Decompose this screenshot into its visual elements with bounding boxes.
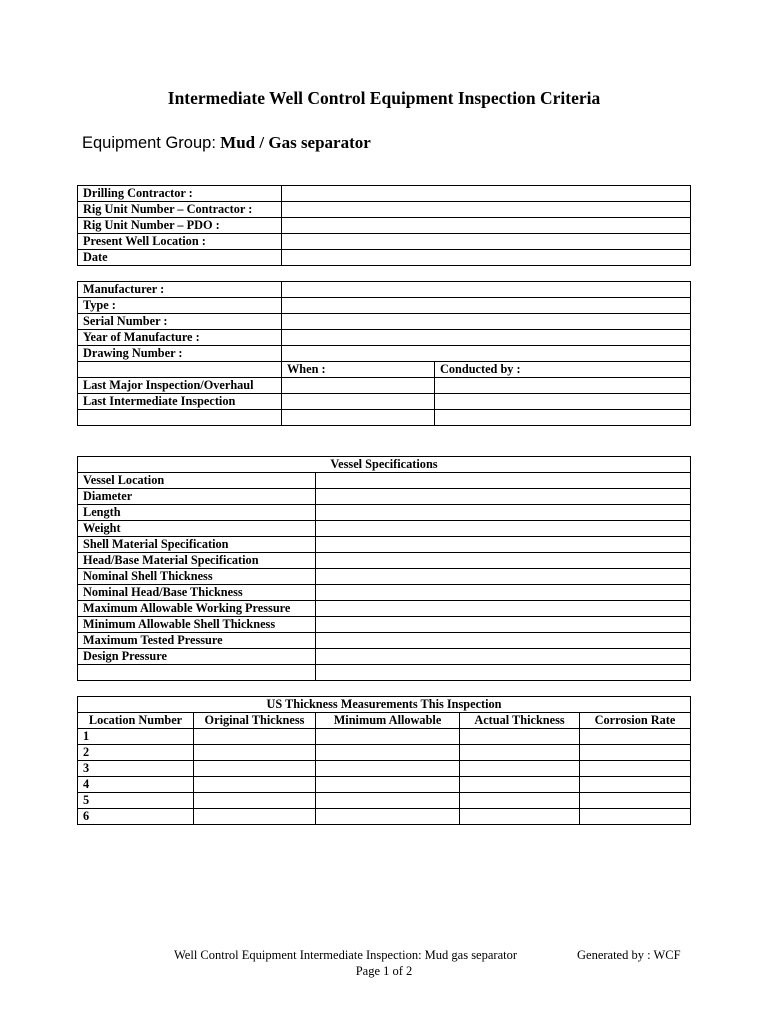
empty-cell[interactable] [316, 665, 691, 681]
table-row [78, 346, 691, 362]
column-header-row [78, 713, 691, 729]
original-thickness-cell[interactable] [194, 793, 316, 809]
table-row [78, 777, 691, 793]
table-row [78, 809, 691, 825]
table-row [78, 330, 691, 346]
corrosion-rate-cell[interactable] [580, 777, 691, 793]
table-header-row [78, 457, 691, 473]
empty-cell[interactable] [78, 665, 316, 681]
value-cell[interactable] [316, 633, 691, 649]
table-row [78, 314, 691, 330]
footer-page-number: Page 1 of 2 [355, 964, 413, 978]
minimum-allowable-cell[interactable] [316, 745, 460, 761]
table-row [78, 298, 691, 314]
row-label: Drilling Contractor : [78, 186, 282, 202]
row-label: Nominal Head/Base Thickness [78, 585, 316, 601]
document-title: Intermediate Well Control Equipment Inspection Criteria [167, 88, 601, 108]
row-label: Type : [78, 298, 282, 314]
equipment-group-value: Mud / Gas separator [220, 133, 371, 152]
thickness-measurements-header: US Thickness Measurements This Inspection [78, 697, 691, 713]
row-label: Nominal Shell Thickness [78, 569, 316, 585]
value-cell[interactable] [282, 218, 691, 234]
value-cell[interactable] [316, 489, 691, 505]
row-label: Serial Number : [78, 314, 282, 330]
row-label: Minimum Allowable Shell Thickness [78, 617, 316, 633]
equipment-group-label: Equipment Group: [82, 134, 216, 152]
location-number: 3 [78, 761, 194, 777]
table-row [78, 585, 691, 601]
location-number: 5 [78, 793, 194, 809]
value-cell[interactable] [316, 585, 691, 601]
actual-thickness-cell[interactable] [460, 729, 580, 745]
row-label: Manufacturer : [78, 282, 282, 298]
row-label: Rig Unit Number – PDO : [78, 218, 282, 234]
minimum-allowable-cell[interactable] [316, 793, 460, 809]
value-cell[interactable] [282, 314, 691, 330]
table-row [78, 761, 691, 777]
row-label: Last Major Inspection/Overhaul [78, 378, 282, 394]
table-row [78, 601, 691, 617]
value-cell[interactable] [282, 330, 691, 346]
table-row [78, 505, 691, 521]
table-row [78, 362, 691, 378]
column-header: Location Number [78, 713, 194, 729]
conducted-by-header: Conducted by : [435, 362, 691, 378]
row-label: Rig Unit Number – Contractor : [78, 202, 282, 218]
location-number: 2 [78, 745, 194, 761]
empty-cell [78, 362, 282, 378]
table-row [78, 489, 691, 505]
table-row [78, 521, 691, 537]
column-header: Minimum Allowable [316, 713, 460, 729]
actual-thickness-cell[interactable] [460, 745, 580, 761]
table-row [78, 665, 691, 681]
table-row [78, 553, 691, 569]
row-label: Date [78, 250, 282, 266]
empty-cell[interactable] [435, 410, 691, 426]
actual-thickness-cell[interactable] [460, 761, 580, 777]
original-thickness-cell[interactable] [194, 777, 316, 793]
column-header: Original Thickness [194, 713, 316, 729]
location-number: 1 [78, 729, 194, 745]
minimum-allowable-cell[interactable] [316, 761, 460, 777]
table-row [78, 218, 691, 234]
minimum-allowable-cell[interactable] [316, 777, 460, 793]
table-row [78, 473, 691, 489]
when-cell[interactable] [282, 394, 435, 410]
conducted-by-cell[interactable] [435, 394, 691, 410]
row-label: Last Intermediate Inspection [78, 394, 282, 410]
row-label: Maximum Allowable Working Pressure [78, 601, 316, 617]
location-number: 4 [78, 777, 194, 793]
table-row [78, 569, 691, 585]
row-label: Head/Base Material Specification [78, 553, 316, 569]
footer-generated-by: Generated by : WCF [577, 948, 681, 962]
value-cell[interactable] [316, 569, 691, 585]
table-row [78, 186, 691, 202]
corrosion-rate-cell[interactable] [580, 745, 691, 761]
minimum-allowable-cell[interactable] [316, 809, 460, 825]
original-thickness-cell[interactable] [194, 729, 316, 745]
table-row [78, 745, 691, 761]
footer-document-name: Well Control Equipment Intermediate Inspection: Mud gas separator [174, 948, 517, 962]
empty-cell[interactable] [78, 410, 282, 426]
row-label: Length [78, 505, 316, 521]
value-cell[interactable] [316, 473, 691, 489]
value-cell[interactable] [282, 250, 691, 266]
equipment-table [77, 281, 691, 426]
vessel-specifications-table [77, 456, 691, 681]
value-cell[interactable] [316, 553, 691, 569]
vessel-specifications-header: Vessel Specifications [78, 457, 691, 473]
value-cell[interactable] [316, 505, 691, 521]
row-label: Present Well Location : [78, 234, 282, 250]
corrosion-rate-cell[interactable] [580, 761, 691, 777]
actual-thickness-cell[interactable] [460, 809, 580, 825]
row-label: Drawing Number : [78, 346, 282, 362]
value-cell[interactable] [282, 234, 691, 250]
conducted-by-cell[interactable] [435, 378, 691, 394]
table-row [78, 793, 691, 809]
value-cell[interactable] [316, 521, 691, 537]
table-row [78, 729, 691, 745]
table-row [78, 633, 691, 649]
column-header: Corrosion Rate [580, 713, 691, 729]
value-cell[interactable] [282, 202, 691, 218]
actual-thickness-cell[interactable] [460, 777, 580, 793]
minimum-allowable-cell[interactable] [316, 729, 460, 745]
table-row [78, 282, 691, 298]
corrosion-rate-cell[interactable] [580, 809, 691, 825]
table-row [78, 537, 691, 553]
row-label: Shell Material Specification [78, 537, 316, 553]
table-row [78, 649, 691, 665]
location-number: 6 [78, 809, 194, 825]
corrosion-rate-cell[interactable] [580, 793, 691, 809]
row-label: Design Pressure [78, 649, 316, 665]
table-row [78, 394, 691, 410]
contractor-table [77, 185, 691, 266]
row-label: Diameter [78, 489, 316, 505]
table-row [78, 202, 691, 218]
thickness-measurements-table [77, 696, 691, 825]
actual-thickness-cell[interactable] [460, 793, 580, 809]
row-label: Maximum Tested Pressure [78, 633, 316, 649]
table-row [78, 617, 691, 633]
corrosion-rate-cell[interactable] [580, 729, 691, 745]
value-cell[interactable] [282, 282, 691, 298]
row-label: Year of Manufacture : [78, 330, 282, 346]
original-thickness-cell[interactable] [194, 809, 316, 825]
value-cell[interactable] [282, 186, 691, 202]
value-cell[interactable] [316, 649, 691, 665]
value-cell[interactable] [282, 346, 691, 362]
value-cell[interactable] [316, 601, 691, 617]
original-thickness-cell[interactable] [194, 745, 316, 761]
column-header: Actual Thickness [460, 713, 580, 729]
equipment-group [82, 133, 371, 153]
when-header: When : [282, 362, 435, 378]
row-label: Vessel Location [78, 473, 316, 489]
when-cell[interactable] [282, 378, 435, 394]
table-header-row [78, 697, 691, 713]
value-cell[interactable] [316, 617, 691, 633]
value-cell[interactable] [282, 298, 691, 314]
table-row [78, 234, 691, 250]
empty-cell[interactable] [282, 410, 435, 426]
table-row [78, 250, 691, 266]
row-label: Weight [78, 521, 316, 537]
original-thickness-cell[interactable] [194, 761, 316, 777]
table-row [78, 410, 691, 426]
table-row [78, 378, 691, 394]
value-cell[interactable] [316, 537, 691, 553]
